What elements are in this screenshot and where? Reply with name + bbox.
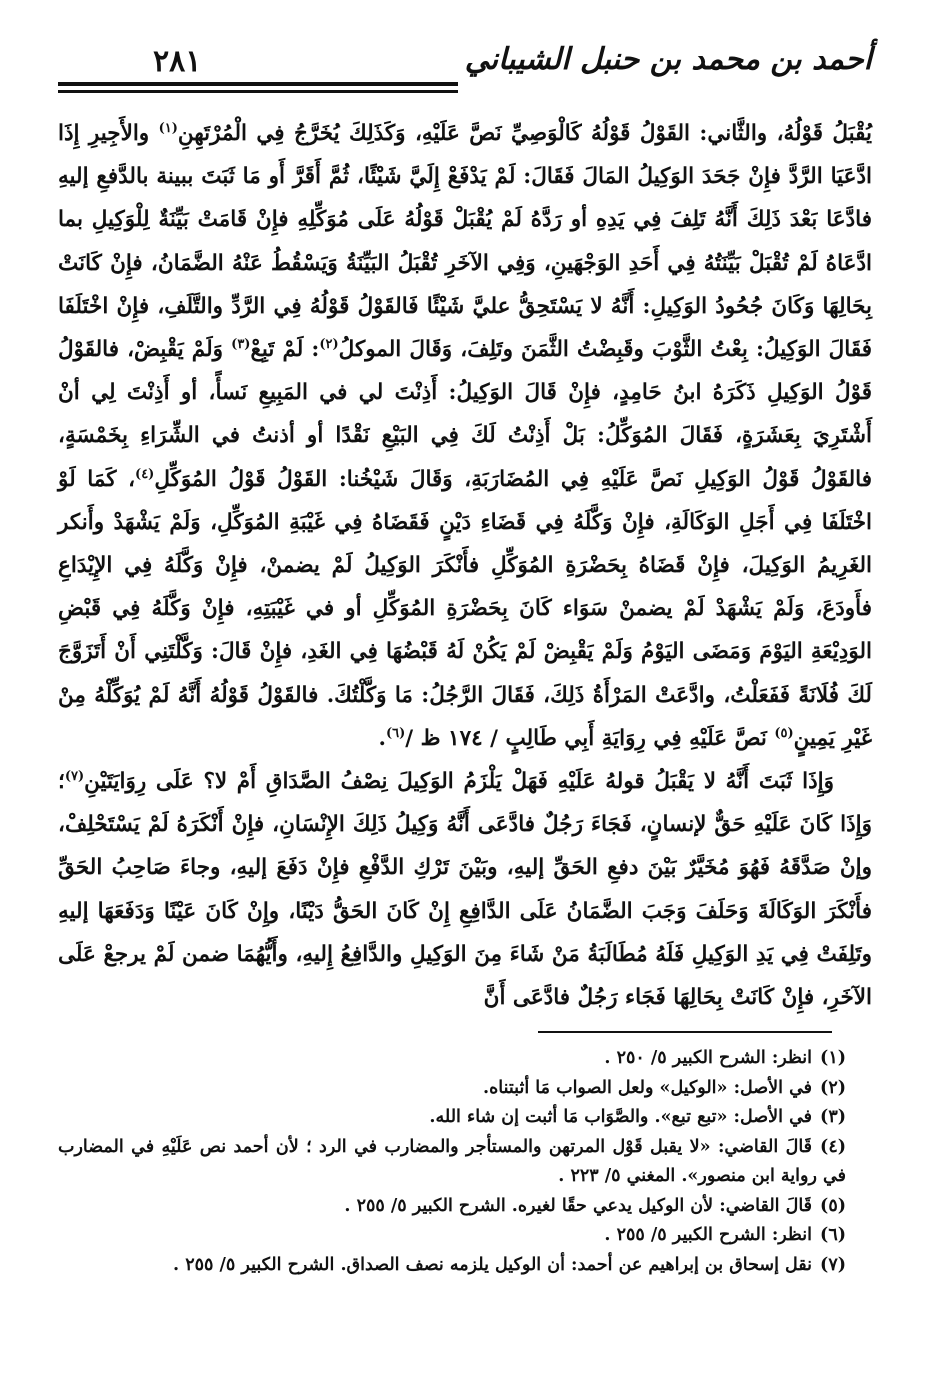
paragraph-1-part-a: يُقْبَلُ قَوْلُهُ، والثَّاني: القَوْلُ قَوْلُهُ كَالْوَصِيِّ نَصَّ عَلَيْهِ، وَكَذَلِكَ يُخَرَّجُ فِي الْمُرْتَهِنِ <box>177 121 873 146</box>
paragraph-1 <box>58 112 872 760</box>
footnote-number: (١) <box>820 1048 846 1068</box>
paragraph-2-part-b: ؛ وَإِذَا كَانَ عَلَيْهِ حَقٌّ لإنسانٍ، فَجَاءَ رَجُلٌ فادَّعَى أَنَّهُ وَكِيلُ ذَلِكَ الإِنْسَانِ، فإِنْ أَنْكَرَهُ لَمْ يَسْتَحْلِفْ، وإنْ صَدَّقَهُ فَهُوَ مُخَيَّرٌ بَيْنَ دفعِ الحَقِّ إليهِ، وبَيْنَ تَرْكِ الدَّفْعِ فإِنْ دَفَعَ إليهِ، وجاءَ صَاحِبُ الحَقِّ فأَنْكَرَ الوَكَالَةَ وَحَلَفَ وَجَبَ الضَّمَانُ عَلَى الدَّافِعِ إِنْ كَانَ الحَقُّ دَيْنًا، وإِنْ كَانَ عَيْنًا وَدَفَعَهَا إليهِ وتَلِفَتْ فِي يَدِ الوَكِيلِ فَلَهُ مُطَالَبَةُ مَنْ شَاءَ مِنَ الوَكِيلِ والدَّافِعُ إِليهِ، وأَيُّهُمَا ضمن لَمْ يرجعْ عَلَى الآخَرِ، فإِنْ كَانَتْ بِحَالِهَا فَجَاء رَجُلٌ فادَّعَى أَنَّ <box>58 769 872 1011</box>
header-rule-top <box>58 82 458 86</box>
page-header <box>58 38 872 98</box>
footnote-separator <box>538 1031 832 1033</box>
footnote-ref-6[interactable]: (٦) <box>386 725 406 741</box>
footnote-number: (٢) <box>820 1077 846 1098</box>
footnote-5 <box>58 1192 846 1222</box>
paragraph-1-part-c: : لَمْ تَبِعْ <box>250 337 320 363</box>
footnote-text: نقل إسحاق بن إبراهيم عن أحمد: أن الوكيل يلزمه نصف الصداق. الشرح الكبير ٥/ ٢٥٥ . <box>173 1254 813 1275</box>
footnote-ref-3[interactable]: (٣) <box>231 336 251 352</box>
paragraph-1-part-b: والأَجِيرِ إِذَا ادَّعَيَا الرَّدَّ فإِنْ جَحَدَ الوَكِيلُ المَالَ فَقَالَ: لَمْ يَدْفَعْ إِلَيَّ شَيْئًا، ثُمَّ أَقَرَّ أَو مَا ثَبَتَ ببينة بالدَّفعِ إليهِ فادَّعَا بَعْدَ ذَلِكَ أَنَّهُ تَلِفَ فِي يَدِهِ أو رَدَّهُ لَمْ يُقْبَلْ قَوْلُهُ عَلَى مُوَكِّلِهِ فإِنْ قَامَتْ بَيِّنَةٌ لِلْوَكِيلِ بما ادَّعَاهُ لَمْ تُقْبَلْ بَيِّنَتُهُ فِي أَحَدِ الوَجْهَينِ، وَفِي الآخَرِ تُقْبَلُ البَيِّنَةُ وَيَسْقُطُ عَنْهُ الضَّمَانُ، فإِنْ كَانَتْ بِحَالِهَا وَكَانَ جُحُودُ الوَكِيلِ: أَنَّهُ لا يَسْتَحِقُّ عليَّ شَيْئًا فَالقَوْلُ قَوْلُهُ فِي الرَّدِّ والتَّلَفِ، فإِنْ اخْتَلَفَا فَقَالَ الوَكِيلُ: بِعْتُ الثَّوْبَ وقَبِضْتُ الثَّمَنَ وتَلِفَ، وَقَالَ الموكلُ <box>58 121 872 363</box>
footnote-2 <box>58 1074 846 1104</box>
footnote-number: (٧) <box>820 1254 846 1275</box>
footnote-7 <box>58 1251 846 1281</box>
footnote-ref-7[interactable]: (٧) <box>64 768 85 784</box>
footnotes <box>58 1044 846 1280</box>
footnote-text: في الأصل: «الوكيل» ولعل الصواب مَا أثبتناه. <box>483 1077 813 1098</box>
running-title: أحمد بن محمد بن حنبل الشيباني <box>464 42 872 77</box>
paragraph-1-part-d: وَلَمْ يَقْبِضْ، فالقَوْلُ قَوْلُ الوَكِيلِ ذَكَرَهُ ابنُ حَامِدٍ، فإِنْ قَالَ الوَكِيلُ: أَذِنْتَ لي في المَبِيعِ نَسأً، أو أَذِنْتَ لِي أنْ أَشْتَرِيَ بِعَشَرَةٍ، فَقَالَ المُوَكِّلُ: بَلْ أَذِنْتُ لَكَ فِي البَيْعِ نَقْدًا أو أذنتُ في الشِّرَاءِ بِخَمْسَةٍ، فالقَوْلُ قَوْلُ الوَكِيلِ نَصَّ عَلَيْهِ فِي المُضَارَبَةِ، وَقَالَ شَيْخُنا: القَوْلُ قَوْلُ المُوَكِّلِ <box>58 337 872 492</box>
footnote-number: (٦) <box>820 1225 846 1245</box>
footnote-text: قَالَ القاضي: لأن الوكيل يدعي حقًا لغيره. الشرح الكبير ٥/ ٢٥٥ . <box>344 1195 813 1216</box>
paragraph-1-part-f: نَصَّ عَلَيْهِ فِي رِوَايَةِ أَبِي طَالِبٍ / ١٧٤ ظ / <box>405 725 775 751</box>
footnote-6 <box>58 1221 846 1251</box>
footnote-text: في الأصل: «تبع تبع». والصَّوَاب مَا أثبت إن شاء الله. <box>429 1107 813 1127</box>
footnote-ref-4[interactable]: (٤) <box>135 466 155 482</box>
paragraph-2 <box>58 760 872 1019</box>
paragraph-1-part-g: . <box>378 725 386 751</box>
page-number: ٢٨١ <box>153 44 202 79</box>
footnote-3 <box>58 1103 846 1133</box>
main-text <box>58 112 872 1019</box>
footnote-text: قَالَ القاضي: «لا يقبل قَوْل المرتهن والمستأجر والمضارب في الرد ؛ لأن أحمد نص عَلَيْهِ في المضارب في رواية ابن منصور». المغني ٥/ ٢٢٣ . <box>58 1136 846 1186</box>
footnote-number: (٣) <box>820 1107 846 1127</box>
footnote-text: انظر: الشرح الكبير ٥/ ٢٥٥ . <box>604 1225 813 1245</box>
footnote-number: (٥) <box>820 1195 846 1216</box>
footnote-1 <box>58 1044 846 1074</box>
footnote-number: (٤) <box>820 1136 846 1157</box>
paragraph-1-part-e: ، كَمَا لَوْ اخْتَلَفَا فِي أَجَلِ الوَكَالَةِ، فإِنْ وَكَّلَهُ فِي قَضَاءِ دَيْنٍ فَقَضَاهُ فِي غَيْبَةِ المُوَكِّلِ، وَلَمْ يَشْهَدْ وأَنكر الغَرِيمُ الوَكِيلَ، فإِنْ قَضَاهُ بِحَضْرَةِ المُوَكِّلِ فأَنْكَرَ الوَكِيلُ لَمْ يضمنْ، فإِنْ وَكَّلَهُ فِي الإِيْدَاعِ فأَودَعَ، وَلَمْ يَشْهَدْ لَمْ يضمنْ سَوَاء كَانَ بِحَضْرَةِ المُوَكِّلِ أو في غَيْبَتِهِ، فإِنْ وَكَّلَهُ فِي قَبْضِ الوَدِيْعَةِ اليَوْمَ وَمَضَى اليَوْمُ وَلَمْ يَقْبِضْ لَمْ يَكُنْ لَهُ قَبْضُهَا فِي الغَدِ، فإِنْ قَالَ: وَكَّلْتَنِي أَنْ أَتَزَوَّجَ لَكَ فُلَانَةً فَفَعَلْتُ، وادَّعَتْ المَرْأَةُ ذَلِكَ، فَقَالَ الرَّجُلُ: مَا وَكَّلْتُكَ. فالقَوْلُ قَوْلُهُ أَنَّهُ لَمْ يُوَكِّلْهُ مِنْ غَيْرِ يَمِينٍ <box>58 466 872 751</box>
paragraph-2-part-a: وَإِذَا ثَبَتَ أَنَّهُ لا يَقْبَلُ قولهُ عَلَيْهِ فَهَلْ يَلْزَمُ الوَكِيلَ نِصْفُ الصَّدَاقِ أَمْ لا؟ عَلَى رِوَايَتَيْنِ <box>84 769 834 795</box>
header-rule-bottom <box>58 90 458 93</box>
footnote-ref-1[interactable]: (١) <box>158 120 178 136</box>
footnote-ref-5[interactable]: (٥) <box>774 725 794 741</box>
footnote-ref-2[interactable]: (٢) <box>319 336 339 352</box>
footnote-4 <box>58 1133 846 1192</box>
footnote-text: انظر: الشرح الكبير ٥/ ٢٥٠ . <box>604 1048 813 1068</box>
